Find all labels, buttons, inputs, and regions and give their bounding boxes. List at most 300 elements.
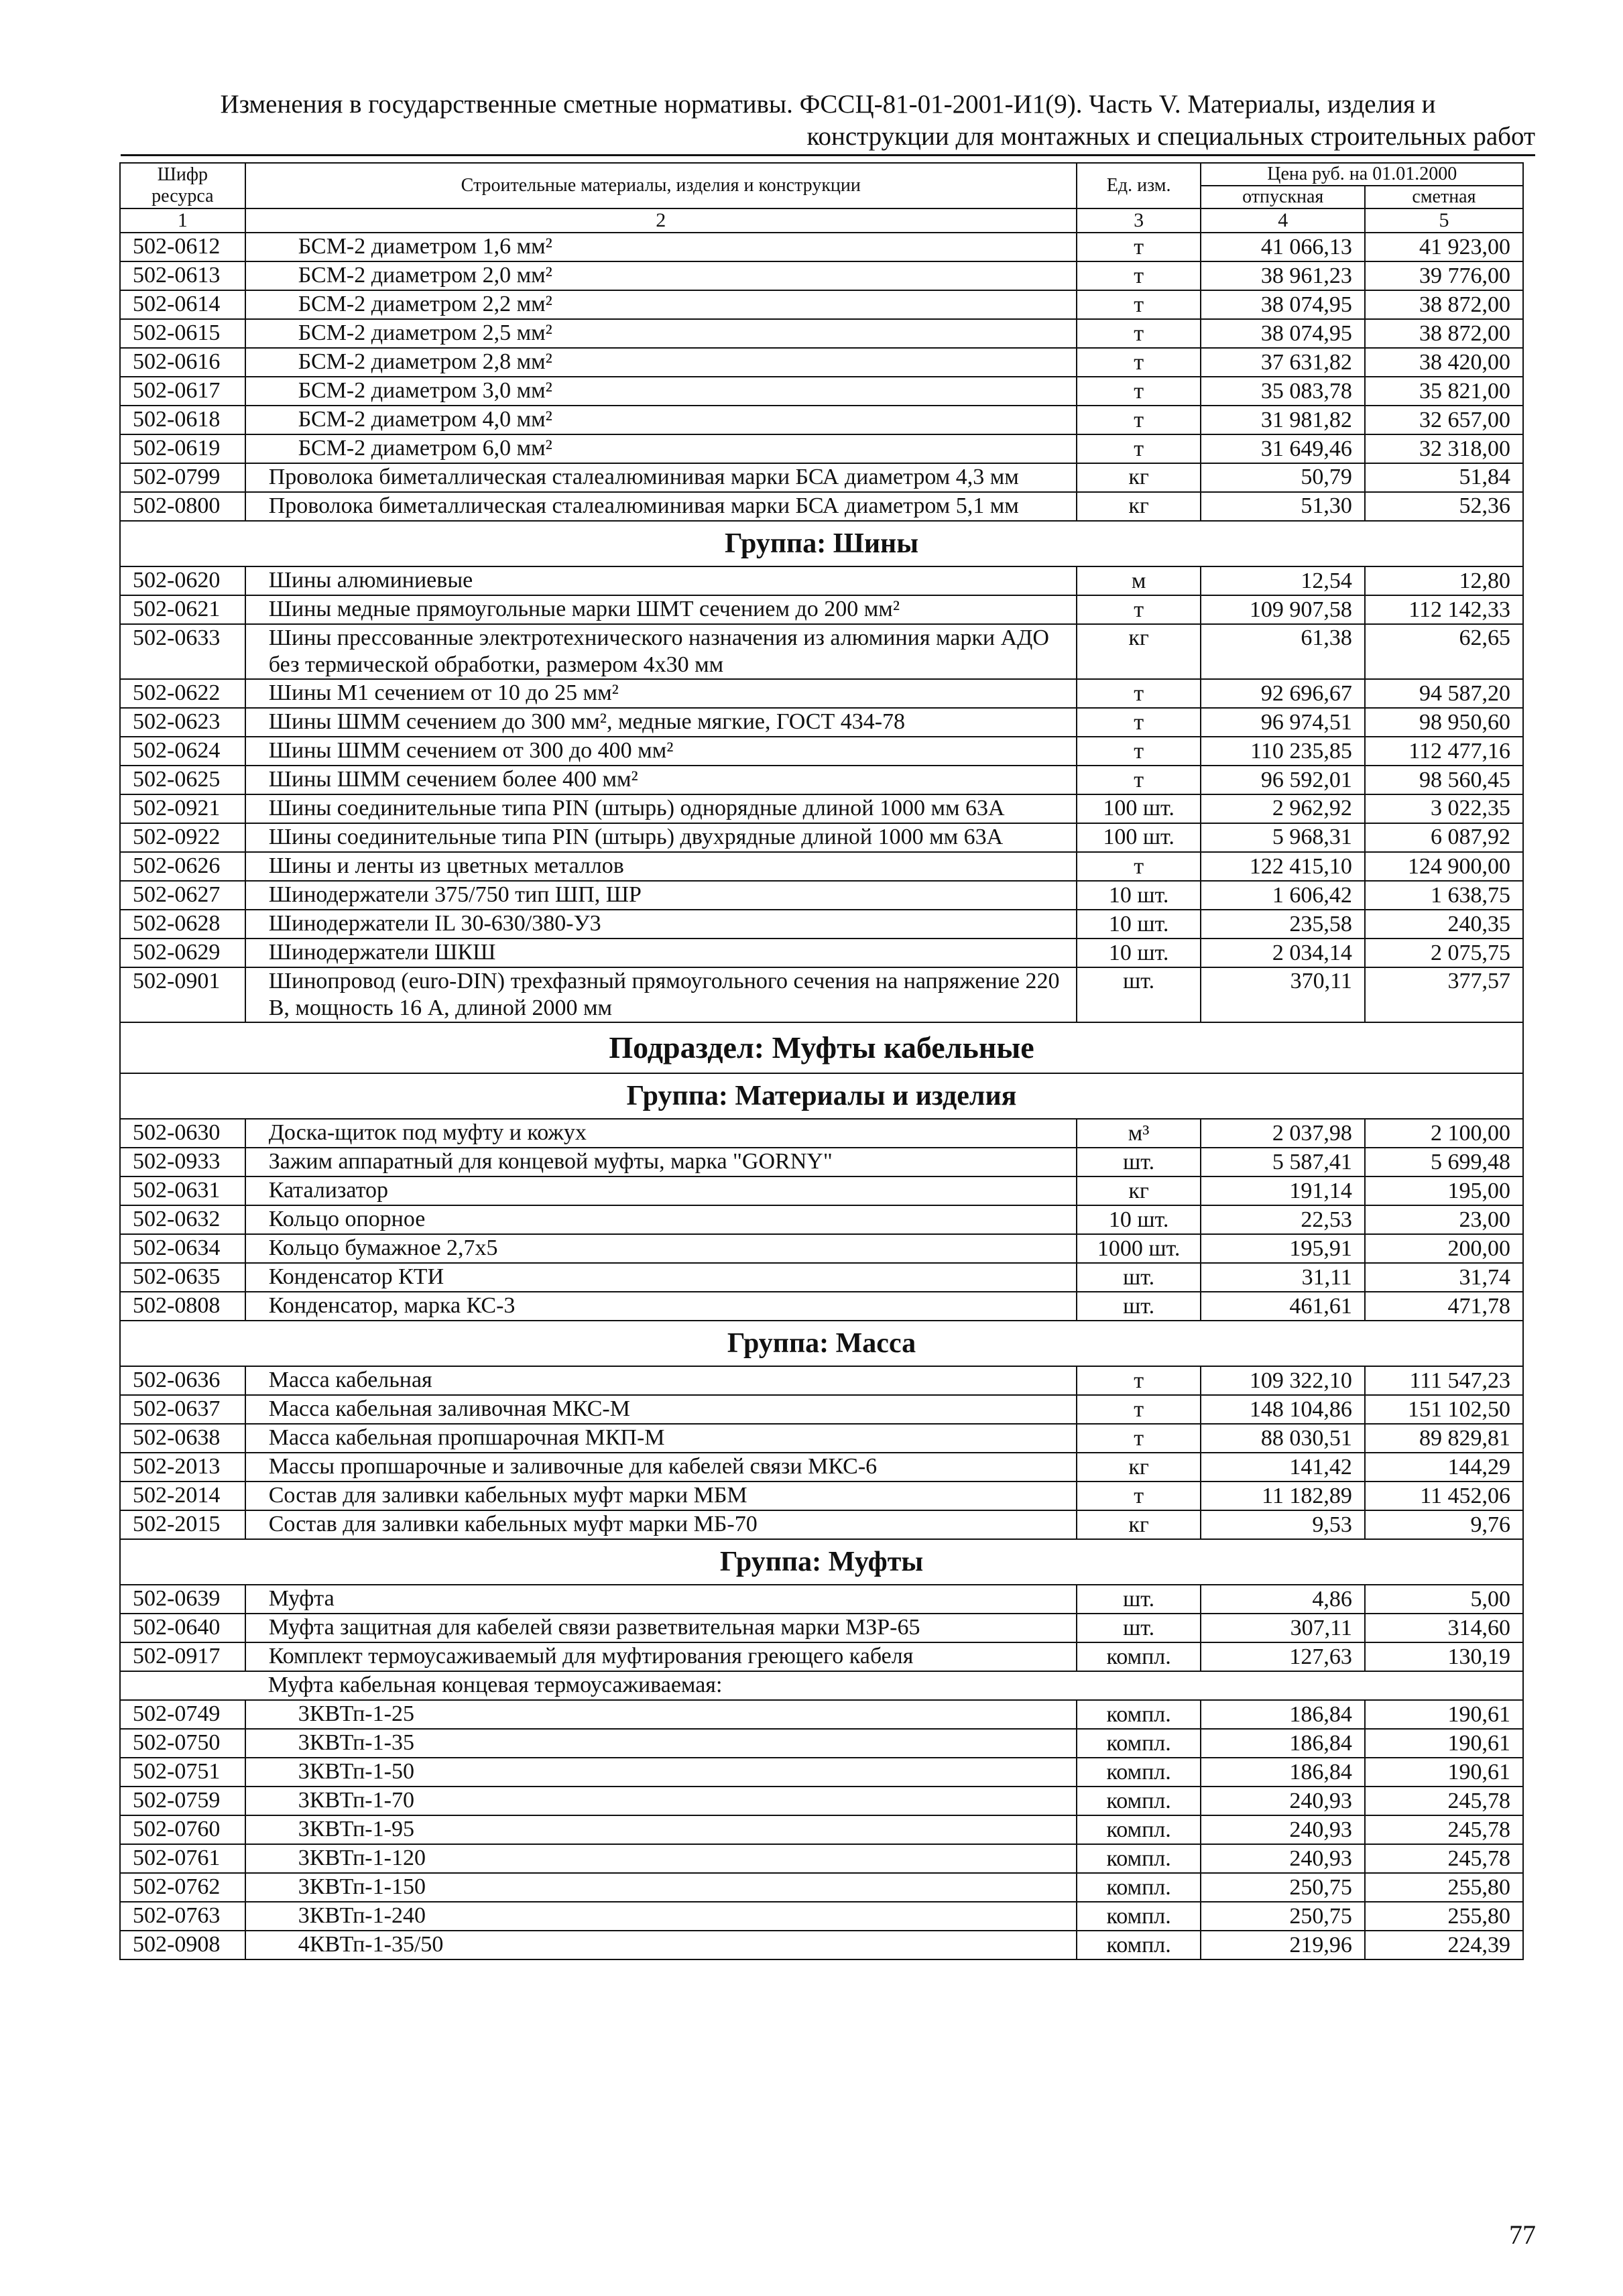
name-cell: Конденсатор, марка КС-3 [245,1292,1077,1321]
table-row [120,679,1523,708]
table-row [120,1424,1523,1453]
code-cell: 502-0622 [120,679,245,708]
price-estimate-cell: 98 560,45 [1365,766,1523,794]
price-estimate-cell: 98 950,60 [1365,708,1523,737]
code-cell: 502-0639 [120,1585,245,1614]
price-release-cell: 240,93 [1201,1787,1364,1815]
code-cell: 502-0625 [120,766,245,794]
code-cell: 502-0933 [120,1148,245,1176]
group-title: Группа: Материалы и изделия [120,1073,1523,1119]
name-cell: БСМ-2 диаметром 2,0 мм² [245,261,1077,290]
price-release-cell: 2 962,92 [1201,794,1364,823]
price-release-cell: 250,75 [1201,1902,1364,1931]
price-release-cell: 35 083,78 [1201,377,1364,406]
price-release-cell: 219,96 [1201,1931,1364,1959]
unit-cell: кг [1077,1510,1201,1539]
table-row [120,766,1523,794]
price-release-cell: 127,63 [1201,1642,1364,1671]
name-cell: Состав для заливки кабельных муфт марки МБ-70 [245,1510,1077,1539]
unit-cell: компл. [1077,1642,1201,1671]
table-row [120,566,1523,595]
price-estimate-cell: 314,60 [1365,1614,1523,1642]
price-release-cell: 4,86 [1201,1585,1364,1614]
code-cell: 502-2014 [120,1482,245,1510]
unit-cell: т [1077,434,1201,463]
table-row [120,463,1523,492]
price-release-cell: 461,61 [1201,1292,1364,1321]
code-cell: 502-0799 [120,463,245,492]
table-row [120,708,1523,737]
price-estimate-cell: 51,84 [1365,463,1523,492]
table-row [120,595,1523,624]
name-cell: БСМ-2 диаметром 2,2 мм² [245,290,1077,319]
name-cell: Шинодержатели IL 30-630/380-У3 [245,910,1077,939]
group-title: Группа: Шины [120,521,1523,566]
price-release-cell: 141,42 [1201,1453,1364,1482]
note-text: Муфта кабельная концевая термоусаживаемая: [245,1671,1523,1700]
price-estimate-cell: 62,65 [1365,624,1523,679]
price-estimate-cell: 255,80 [1365,1902,1523,1931]
group-title: Группа: Масса [120,1321,1523,1366]
table-row [120,377,1523,406]
table-row [120,492,1523,521]
unit-cell: кг [1077,624,1201,679]
name-cell: Состав для заливки кабельных муфт марки МБМ [245,1482,1077,1510]
price-estimate-cell: 89 829,81 [1365,1424,1523,1453]
table-row [120,1148,1523,1176]
price-release-cell: 370,11 [1201,967,1364,1022]
price-release-cell: 240,93 [1201,1815,1364,1844]
header-line-2: конструкции для монтажных и специальных строительных работ [806,122,1535,151]
price-estimate-cell: 240,35 [1365,910,1523,939]
unit-cell: компл. [1077,1902,1201,1931]
code-cell: 502-0618 [120,406,245,434]
table-row [120,852,1523,881]
table-row [120,1815,1523,1844]
group-heading-row [120,1539,1523,1585]
table-row [120,1366,1523,1395]
col-number: 5 [1365,208,1523,233]
code-cell: 502-0917 [120,1642,245,1671]
subsection-heading-row [120,1022,1523,1073]
price-release-cell: 148 104,86 [1201,1395,1364,1424]
price-release-cell: 38 961,23 [1201,261,1364,290]
table-row [120,967,1523,1022]
name-cell: 3КВТп-1-35 [245,1729,1077,1758]
price-release-cell: 186,84 [1201,1700,1364,1729]
price-estimate-cell: 112 477,16 [1365,737,1523,766]
group-heading-row [120,1073,1523,1119]
price-estimate-cell: 190,61 [1365,1700,1523,1729]
price-estimate-cell: 39 776,00 [1365,261,1523,290]
price-estimate-cell: 377,57 [1365,967,1523,1022]
price-estimate-cell: 245,78 [1365,1844,1523,1873]
name-cell: 4КВТп-1-35/50 [245,1931,1077,1959]
table-row [120,1585,1523,1614]
price-release-cell: 5 968,31 [1201,823,1364,852]
price-estimate-cell: 52,36 [1365,492,1523,521]
code-cell: 502-0762 [120,1873,245,1902]
price-release-cell: 250,75 [1201,1873,1364,1902]
name-cell: Шины М1 сечением от 10 до 25 мм² [245,679,1077,708]
price-release-cell: 240,93 [1201,1844,1364,1873]
price-release-cell: 5 587,41 [1201,1148,1364,1176]
unit-cell: 10 шт. [1077,939,1201,967]
price-release-cell: 92 696,67 [1201,679,1364,708]
unit-cell: т [1077,261,1201,290]
table-row [120,1758,1523,1787]
code-cell: 502-0626 [120,852,245,881]
name-cell: Шины медные прямоугольные марки ШМТ сечением до 200 мм² [245,595,1077,624]
price-estimate-cell: 94 587,20 [1365,679,1523,708]
subsection-title: Подраздел: Муфты кабельные [120,1022,1523,1073]
table-row [120,1263,1523,1292]
name-cell: Шины и ленты из цветных металлов [245,852,1077,881]
price-estimate-cell: 5 699,48 [1365,1148,1523,1176]
price-release-cell: 1 606,42 [1201,881,1364,910]
name-cell: БСМ-2 диаметром 4,0 мм² [245,406,1077,434]
unit-cell: 10 шт. [1077,1205,1201,1234]
code-cell: 502-0908 [120,1931,245,1959]
table-row [120,737,1523,766]
unit-cell: м [1077,566,1201,595]
unit-cell: т [1077,737,1201,766]
unit-cell: кг [1077,1453,1201,1482]
price-estimate-cell: 38 420,00 [1365,348,1523,377]
price-release-cell: 110 235,85 [1201,737,1364,766]
unit-cell: компл. [1077,1873,1201,1902]
price-release-cell: 96 592,01 [1201,766,1364,794]
name-cell: Кольцо опорное [245,1205,1077,1234]
price-estimate-cell: 9,76 [1365,1510,1523,1539]
price-release-cell: 109 322,10 [1201,1366,1364,1395]
price-release-cell: 307,11 [1201,1614,1364,1642]
table-row [120,1873,1523,1902]
price-release-cell: 235,58 [1201,910,1364,939]
unit-cell: т [1077,290,1201,319]
table-row [120,1119,1523,1148]
price-estimate-cell: 2 100,00 [1365,1119,1523,1148]
unit-cell: шт. [1077,1614,1201,1642]
price-release-cell: 2 034,14 [1201,939,1364,967]
price-estimate-cell: 245,78 [1365,1815,1523,1844]
code-cell: 502-0760 [120,1815,245,1844]
name-cell: Шины прессованные электротехнического назначения из алюминия марки АДО без термической обработки, размером 4х30 мм [245,624,1077,679]
code-cell: 502-0637 [120,1395,245,1424]
name-cell: Шины ШММ сечением до 300 мм², медные мягкие, ГОСТ 434-78 [245,708,1077,737]
name-cell: Проволока биметаллическая сталеалюминивая марки БСА диаметром 4,3 мм [245,463,1077,492]
table-row [120,1931,1523,1959]
code-cell: 502-0612 [120,233,245,261]
code-cell: 502-0613 [120,261,245,290]
code-cell: 502-0619 [120,434,245,463]
code-cell: 502-0631 [120,1176,245,1205]
code-cell: 502-0630 [120,1119,245,1148]
price-release-cell: 50,79 [1201,463,1364,492]
code-cell: 502-0629 [120,939,245,967]
unit-cell: т [1077,679,1201,708]
unit-cell: т [1077,708,1201,737]
col-number: 3 [1077,208,1201,233]
unit-cell: компл. [1077,1844,1201,1873]
table-row [120,1176,1523,1205]
code-cell: 502-0623 [120,708,245,737]
code-cell: 502-0751 [120,1758,245,1787]
name-cell: Шины ШММ сечением от 300 до 400 мм² [245,737,1077,766]
price-estimate-cell: 12,80 [1365,566,1523,595]
code-cell: 502-0922 [120,823,245,852]
unit-cell: шт. [1077,1585,1201,1614]
price-estimate-cell: 130,19 [1365,1642,1523,1671]
price-estimate-cell: 124 900,00 [1365,852,1523,881]
name-cell: Масса кабельная пропшарочная МКП-М [245,1424,1077,1453]
table-row [120,1395,1523,1424]
code-cell: 502-0749 [120,1700,245,1729]
name-cell: 3КВТп-1-95 [245,1815,1077,1844]
code-cell: 502-0616 [120,348,245,377]
table-row [120,434,1523,463]
unit-cell: шт. [1077,1292,1201,1321]
name-cell: БСМ-2 диаметром 2,5 мм² [245,319,1077,348]
name-cell: Доска-щиток под муфту и кожух [245,1119,1077,1148]
unit-cell: 100 шт. [1077,823,1201,852]
name-cell: БСМ-2 диаметром 2,8 мм² [245,348,1077,377]
unit-cell: т [1077,1482,1201,1510]
code-cell: 502-0621 [120,595,245,624]
unit-cell: компл. [1077,1700,1201,1729]
price-release-cell: 22,53 [1201,1205,1364,1234]
name-cell: Шинопровод (euro-DIN) трехфазный прямоугольного сечения на напряжение 220 В, мощность 16 А, длиной 2000 мм [245,967,1077,1022]
code-cell: 502-0632 [120,1205,245,1234]
unit-cell: т [1077,319,1201,348]
table-row [120,1729,1523,1758]
table-row [120,1700,1523,1729]
name-cell: БСМ-2 диаметром 3,0 мм² [245,377,1077,406]
code-cell: 502-0750 [120,1729,245,1758]
price-estimate-cell: 111 547,23 [1365,1366,1523,1395]
code-cell: 502-0635 [120,1263,245,1292]
price-estimate-cell: 38 872,00 [1365,319,1523,348]
name-cell: Шины алюминиевые [245,566,1077,595]
price-estimate-cell: 31,74 [1365,1263,1523,1292]
table-row [120,1510,1523,1539]
price-release-cell: 51,30 [1201,492,1364,521]
price-estimate-cell: 112 142,33 [1365,595,1523,624]
price-release-cell: 31,11 [1201,1263,1364,1292]
note-empty-cell [120,1671,245,1700]
code-cell: 502-2015 [120,1510,245,1539]
unit-cell: 10 шт. [1077,881,1201,910]
code-cell: 502-0636 [120,1366,245,1395]
name-cell: Катализатор [245,1176,1077,1205]
unit-cell: т [1077,1395,1201,1424]
name-cell: 3КВТп-1-50 [245,1758,1077,1787]
price-release-cell: 31 981,82 [1201,406,1364,434]
code-cell: 502-0901 [120,967,245,1022]
unit-cell: т [1077,377,1201,406]
name-cell: Конденсатор КТИ [245,1263,1077,1292]
price-release-cell: 38 074,95 [1201,319,1364,348]
table-row [120,939,1523,967]
price-release-cell: 191,14 [1201,1176,1364,1205]
code-cell: 502-0763 [120,1902,245,1931]
table-row [120,1205,1523,1234]
price-estimate-cell: 151 102,50 [1365,1395,1523,1424]
unit-cell: 10 шт. [1077,910,1201,939]
table-row [120,1482,1523,1510]
price-estimate-cell: 5,00 [1365,1585,1523,1614]
table-row [120,261,1523,290]
table-row [120,1234,1523,1263]
unit-cell: т [1077,766,1201,794]
name-cell: 3КВТп-1-240 [245,1902,1077,1931]
col-number: 2 [245,208,1077,233]
table-row [120,823,1523,852]
table-row [120,1453,1523,1482]
price-estimate-cell: 6 087,92 [1365,823,1523,852]
col-header-price-estimate: сметная [1365,186,1523,208]
unit-cell: 100 шт. [1077,794,1201,823]
unit-cell: компл. [1077,1758,1201,1787]
table-row [120,1292,1523,1321]
name-cell: Шины соединительные типа PIN (штырь) двухрядные длиной 1000 мм 63А [245,823,1077,852]
col-header-name: Строительные материалы, изделия и конструкции [245,163,1077,208]
code-cell: 502-0761 [120,1844,245,1873]
price-estimate-cell: 245,78 [1365,1787,1523,1815]
price-estimate-cell: 3 022,35 [1365,794,1523,823]
name-cell: Кольцо бумажное 2,7х5 [245,1234,1077,1263]
price-release-cell: 11 182,89 [1201,1482,1364,1510]
price-release-cell: 88 030,51 [1201,1424,1364,1453]
col-header-price: Цена руб. на 01.01.2000 [1201,163,1523,186]
name-cell: Массы пропшарочные и заливочные для кабелей связи МКС-6 [245,1453,1077,1482]
table-row [120,233,1523,261]
code-cell: 502-0620 [120,566,245,595]
table-row [120,910,1523,939]
unit-cell: шт. [1077,1263,1201,1292]
running-header [121,88,1535,153]
unit-cell: т [1077,1424,1201,1453]
group-heading-row [120,1321,1523,1366]
header-line-1: Изменения в государственные сметные нормативы. ФССЦ-81-01-2001-И1(9). Часть V. Материалы, изделия и [220,90,1436,119]
code-cell: 502-0614 [120,290,245,319]
col-header-code: Шифр ресурса [120,163,245,208]
price-estimate-cell: 35 821,00 [1365,377,1523,406]
price-table [119,162,1524,1960]
price-release-cell: 109 907,58 [1201,595,1364,624]
price-release-cell: 186,84 [1201,1758,1364,1787]
price-release-cell: 12,54 [1201,566,1364,595]
name-cell: Шинодержатели 375/750 тип ШП, ШР [245,881,1077,910]
table-row [120,1902,1523,1931]
price-release-cell: 186,84 [1201,1729,1364,1758]
unit-cell: т [1077,852,1201,881]
price-estimate-cell: 32 657,00 [1365,406,1523,434]
table-row [120,794,1523,823]
price-release-cell: 38 074,95 [1201,290,1364,319]
price-estimate-cell: 32 318,00 [1365,434,1523,463]
name-cell: 3КВТп-1-150 [245,1873,1077,1902]
header-rule [121,154,1535,156]
name-cell: Шины ШММ сечением более 400 мм² [245,766,1077,794]
code-cell: 502-0617 [120,377,245,406]
price-estimate-cell: 2 075,75 [1365,939,1523,967]
price-estimate-cell: 200,00 [1365,1234,1523,1263]
price-estimate-cell: 224,39 [1365,1931,1523,1959]
unit-cell: компл. [1077,1815,1201,1844]
name-cell: Шинодержатели ШКШ [245,939,1077,967]
price-release-cell: 31 649,46 [1201,434,1364,463]
code-cell: 502-0624 [120,737,245,766]
price-release-cell: 61,38 [1201,624,1364,679]
unit-cell: т [1077,595,1201,624]
table-row [120,624,1523,679]
unit-cell: компл. [1077,1729,1201,1758]
code-cell: 502-0640 [120,1614,245,1642]
price-release-cell: 122 415,10 [1201,852,1364,881]
unit-cell: кг [1077,463,1201,492]
unit-cell: компл. [1077,1787,1201,1815]
price-release-cell: 41 066,13 [1201,233,1364,261]
unit-cell: кг [1077,492,1201,521]
table-row [120,881,1523,910]
col-number: 1 [120,208,245,233]
price-release-cell: 37 631,82 [1201,348,1364,377]
code-cell: 502-0628 [120,910,245,939]
table-row [120,1787,1523,1815]
unit-cell: т [1077,406,1201,434]
unit-cell: кг [1077,1176,1201,1205]
col-header-unit: Ед. изм. [1077,163,1201,208]
price-estimate-cell: 255,80 [1365,1873,1523,1902]
name-cell: 3КВТп-1-70 [245,1787,1077,1815]
price-estimate-cell: 23,00 [1365,1205,1523,1234]
price-release-cell: 195,91 [1201,1234,1364,1263]
name-cell: 3КВТп-1-120 [245,1844,1077,1873]
name-cell: Муфта защитная для кабелей связи разветвительная марки МЗР-65 [245,1614,1077,1642]
name-cell: Масса кабельная заливочная МКС-М [245,1395,1077,1424]
name-cell: 3КВТп-1-25 [245,1700,1077,1729]
name-cell: Муфта [245,1585,1077,1614]
unit-cell: т [1077,1366,1201,1395]
table-row [120,1642,1523,1671]
price-release-cell: 96 974,51 [1201,708,1364,737]
page-number: 77 [1509,2220,1536,2250]
price-release-cell: 2 037,98 [1201,1119,1364,1148]
price-estimate-cell: 41 923,00 [1365,233,1523,261]
price-estimate-cell: 195,00 [1365,1176,1523,1205]
code-cell: 502-0638 [120,1424,245,1453]
code-cell: 502-0627 [120,881,245,910]
col-number: 4 [1201,208,1364,233]
price-estimate-cell: 144,29 [1365,1453,1523,1482]
column-numbers-row [120,208,1523,233]
table-row [120,1844,1523,1873]
note-row [120,1671,1523,1700]
unit-cell: шт. [1077,1148,1201,1176]
name-cell: БСМ-2 диаметром 6,0 мм² [245,434,1077,463]
group-heading-row [120,521,1523,566]
unit-cell: м³ [1077,1119,1201,1148]
col-header-price-release: отпускная [1201,186,1364,208]
name-cell: Масса кабельная [245,1366,1077,1395]
code-cell: 502-0921 [120,794,245,823]
unit-cell: т [1077,233,1201,261]
code-cell: 502-2013 [120,1453,245,1482]
price-estimate-cell: 11 452,06 [1365,1482,1523,1510]
name-cell: Комплект термоусаживаемый для муфтирования греющего кабеля [245,1642,1077,1671]
price-estimate-cell: 1 638,75 [1365,881,1523,910]
